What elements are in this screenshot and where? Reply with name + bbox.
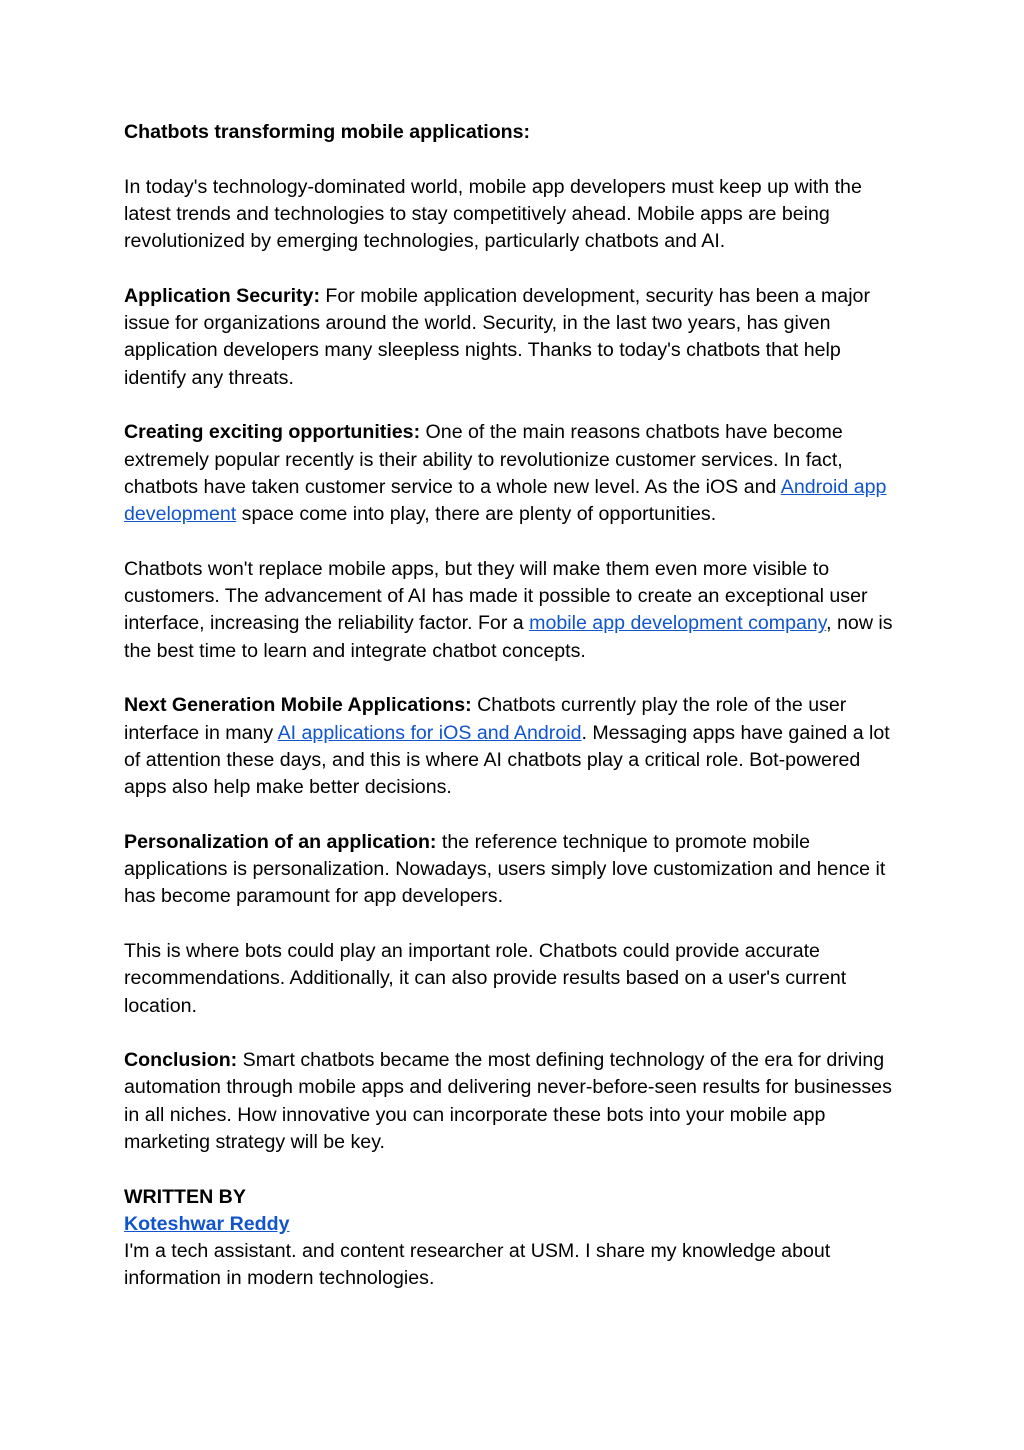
opportunities-text-after: space come into play, there are plenty of opportunities. <box>236 503 717 526</box>
ai-applications-link[interactable]: AI applications for iOS and Android <box>277 721 582 744</box>
security-heading: Application Security: <box>124 284 320 307</box>
android-app-development-link[interactable]: Android app development <box>124 475 887 526</box>
author-name-line <box>124 1211 899 1238</box>
next-gen-text-before: Chatbots currently play the role of the user interface in many <box>124 694 847 744</box>
replace-paragraph <box>124 556 899 665</box>
next-gen-heading: Next Generation Mobile Applications: <box>124 694 472 717</box>
author-bio: I'm a tech assistant. and content researcher at USM. I share my knowledge about information in modern technologies. <box>124 1240 831 1290</box>
author-name-link[interactable]: Koteshwar Reddy <box>124 1212 290 1235</box>
security-text: For mobile application development, security has been a major issue for organizations around the world. Security, in the last two years, has given application developers many sleepless nights. Thanks to today's chatbots that help identify any threats. <box>124 284 870 389</box>
opportunities-heading: Creating exciting opportunities: <box>124 421 421 444</box>
article-title: Chatbots transforming mobile applications: <box>124 121 531 143</box>
personalization-paragraph <box>124 829 899 911</box>
intro-paragraph: In today's technology-dominated world, mobile app developers must keep up with the latest trends and technologies to stay competitively ahead. Mobile apps are being revolutionized by emerging technologies, particularly chatbots and AI. <box>124 175 862 253</box>
personalization-text: the reference technique to promote mobile applications is personalization. Nowadays, users simply love customization and hence it has become paramount for app developers. <box>124 830 886 908</box>
next-gen-text-after: . Messaging apps have gained a lot of attention these days, and this is where AI chatbots play a critical role. Bot-powered apps also help make better decisions. <box>124 721 890 799</box>
next-gen-paragraph <box>124 692 899 801</box>
opportunities-text-before: One of the main reasons chatbots have become extremely popular recently is their ability to revolutionize customer services. In fact, chatbots have taken customer service to a whole new level. As the iOS and <box>124 421 843 498</box>
replace-text-before: Chatbots won't replace mobile apps, but they will make them even more visible to customers. The advancement of AI has made it possible to create an exceptional user interface, increasing the reliability factor. For a <box>124 557 868 635</box>
replace-text-after: , now is the best time to learn and integrate chatbot concepts. <box>124 612 893 662</box>
opportunities-paragraph <box>124 419 899 528</box>
bots-role-paragraph: This is where bots could play an important role. Chatbots could provide accurate recommendations. Additionally, it can also provide results based on a user's current location. <box>124 939 847 1017</box>
personalization-heading: Personalization of an application: <box>124 830 437 853</box>
conclusion-text: Smart chatbots became the most defining technology of the era for driving automation through mobile apps and delivering never-before-seen results for businesses in all niches. How innovative you can incorporate these bots into your mobile app marketing strategy will be key. <box>124 1049 892 1153</box>
written-by-label: WRITTEN BY <box>124 1185 246 1208</box>
mobile-app-development-company-link[interactable]: mobile app development company <box>529 612 827 635</box>
conclusion-heading: Conclusion: <box>124 1049 238 1072</box>
conclusion-paragraph <box>124 1047 899 1156</box>
security-paragraph <box>124 283 899 392</box>
article-body <box>124 119 899 1293</box>
